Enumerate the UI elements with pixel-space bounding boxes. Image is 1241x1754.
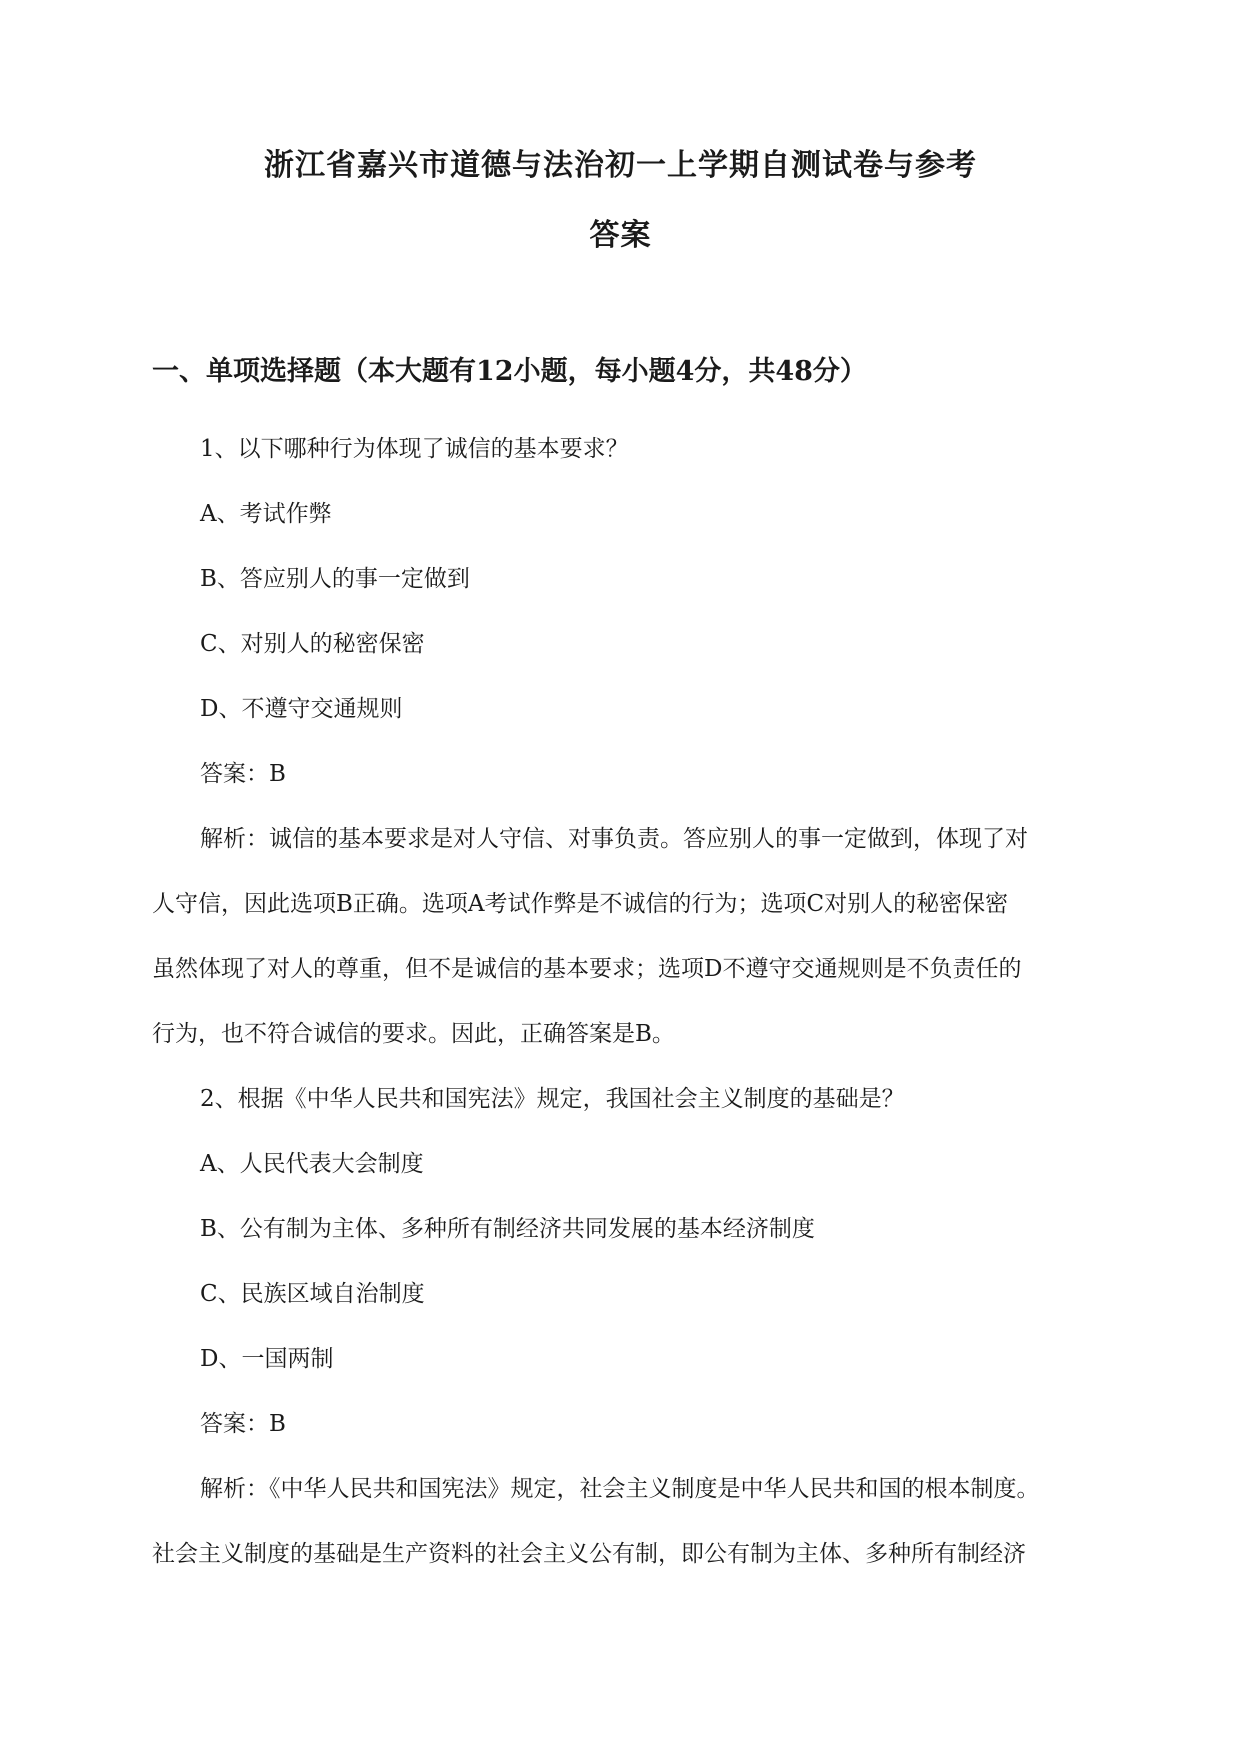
question-2-option-d: D、一国两制 xyxy=(200,1346,334,1372)
question-1-analysis-line: 解析：诚信的基本要求是对人守信、对事负责。答应别人的事一定做到，体现了对 xyxy=(200,826,1028,852)
question-2-stem: 2、根据《中华人民共和国宪法》规定，我国社会主义制度的基础是？ xyxy=(200,1086,905,1112)
document-title-line-2: 答案 xyxy=(589,218,652,253)
question-1-option-a: A、考试作弊 xyxy=(200,501,332,527)
question-1-analysis-line: 行为，也不符合诚信的要求。因此，正确答案是B。 xyxy=(152,1021,675,1047)
question-2-analysis-line: 社会主义制度的基础是生产资料的社会主义公有制，即公有制为主体、多种所有制经济 xyxy=(152,1541,1026,1567)
section-heading: 一、单项选择题（本大题有12小题，每小题4分，共48分） xyxy=(152,356,867,387)
question-1-option-b: B、答应别人的事一定做到 xyxy=(200,566,470,592)
question-2-option-a: A、人民代表大会制度 xyxy=(200,1151,424,1177)
question-1-option-c: C、对别人的秘密保密 xyxy=(200,631,425,657)
question-2-analysis-line: 解析：《中华人民共和国宪法》规定，社会主义制度是中华人民共和国的根本制度。 xyxy=(200,1476,1040,1502)
question-2-option-c: C、民族区域自治制度 xyxy=(200,1281,425,1307)
question-1-option-d: D、不遵守交通规则 xyxy=(200,696,403,722)
question-1-analysis-line: 人守信，因此选项B正确。选项A考试作弊是不诚信的行为；选项C对别人的秘密保密 xyxy=(152,891,1009,917)
question-2-option-b: B、公有制为主体、多种所有制经济共同发展的基本经济制度 xyxy=(200,1216,815,1242)
question-1-answer: 答案：B xyxy=(200,761,286,787)
question-2-answer: 答案：B xyxy=(200,1411,286,1437)
question-1-analysis-line: 虽然体现了对人的尊重，但不是诚信的基本要求；选项D不遵守交通规则是不负责任的 xyxy=(152,956,1022,982)
question-1-stem: 1、以下哪种行为体现了诚信的基本要求？ xyxy=(200,436,629,462)
document-title-line-1: 浙江省嘉兴市道德与法治初一上学期自测试卷与参考 xyxy=(264,148,977,183)
